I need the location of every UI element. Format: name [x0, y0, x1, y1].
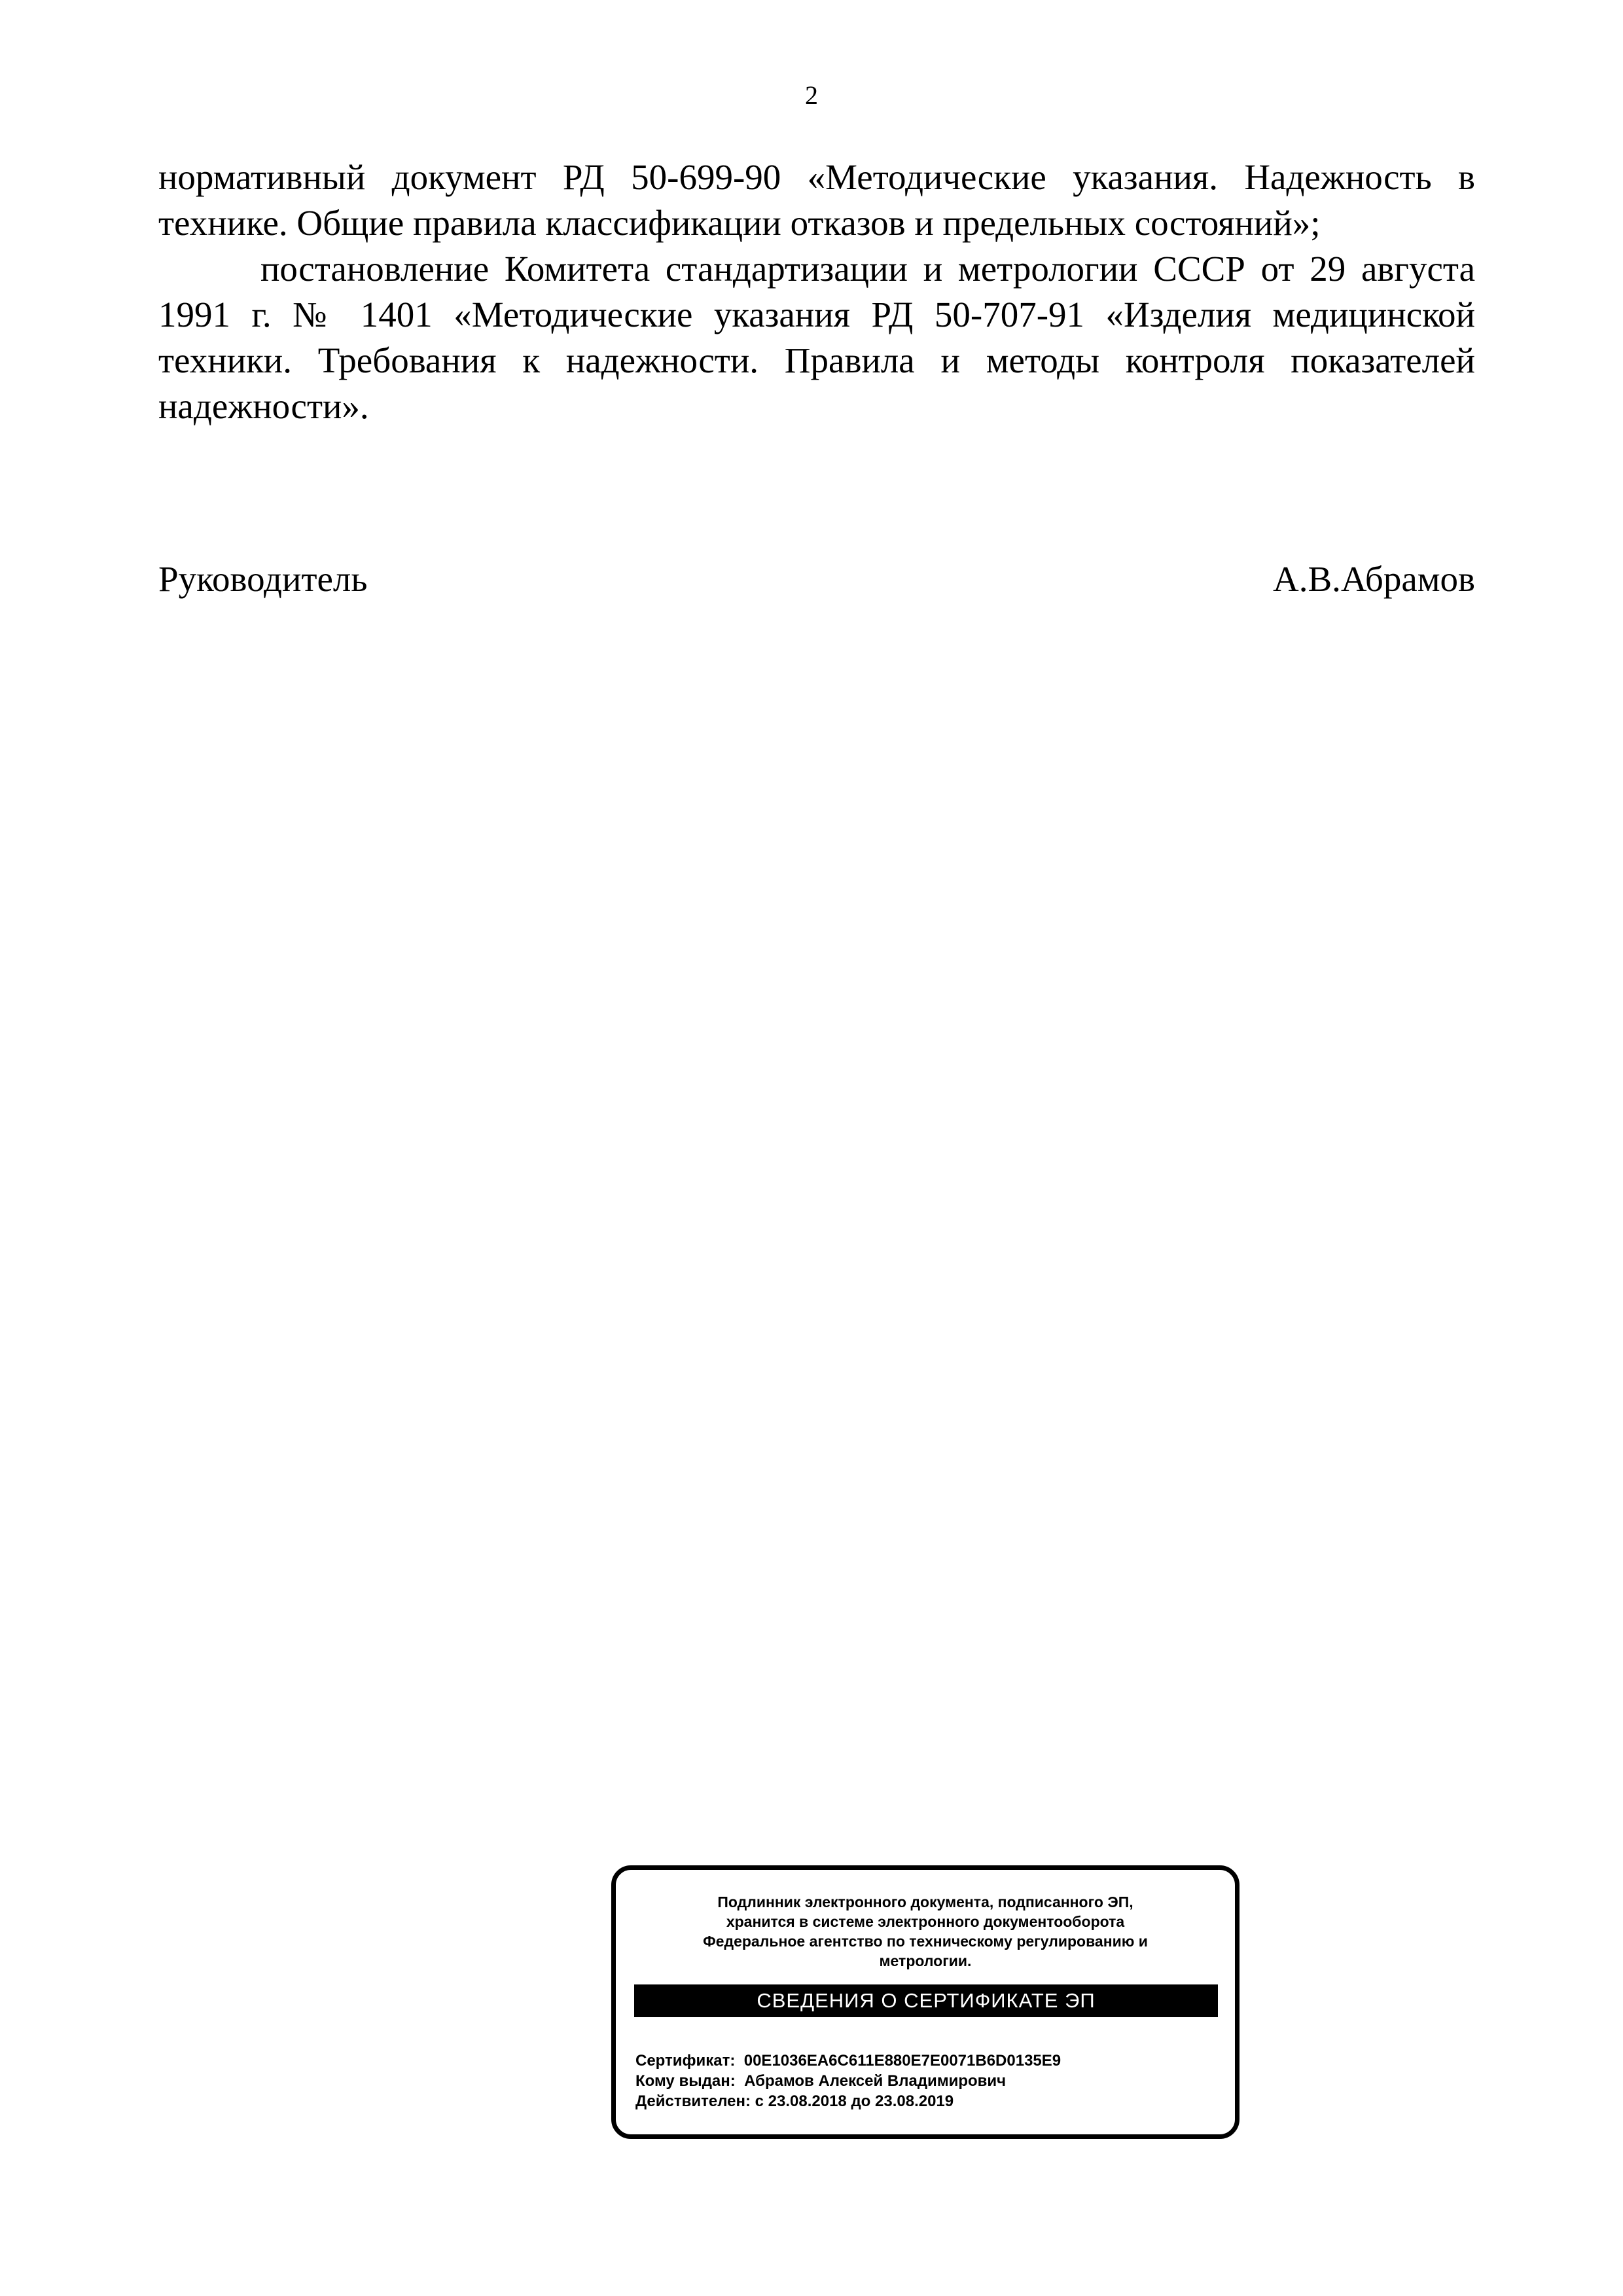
issued-to-label: Кому выдан: [635, 2072, 736, 2090]
signature-block [158, 556, 1475, 602]
issued-to-line [635, 2071, 1218, 2091]
document-body [158, 154, 1475, 429]
signatory-name: А.В.Абрамов [1273, 559, 1475, 599]
certificate-value: 00E1036EA6C611E880E7E0071B6D0135E9 [743, 2052, 1061, 2070]
stamp-banner: СВЕДЕНИЯ О СЕРТИФИКАТЕ ЭП [634, 1984, 1218, 2017]
certificate-label: Сертификат: [635, 2052, 736, 2070]
page-number: 2 [805, 81, 818, 110]
paragraph-rd-50-699-90: нормативный документ РД 50-699-90 «Методические указания. Надежность в технике. Общие правила классификации отказов и предельных состояний»; [158, 157, 1475, 243]
validity-label: Действителен: [635, 2092, 751, 2110]
signatory-title: Руководитель [158, 559, 368, 599]
validity-line [635, 2091, 1218, 2111]
certificate-number-line [635, 2051, 1218, 2071]
stamp-header-line: метрологии. [879, 1952, 972, 1969]
validity-value: с 23.08.2018 до 23.08.2019 [755, 2092, 954, 2110]
stamp-header-line: Федеральное агентство по техническому регулированию и [703, 1933, 1148, 1950]
stamp-header-line: хранится в системе электронного документооборота [726, 1913, 1125, 1930]
stamp-header [635, 1892, 1215, 1971]
stamp-header-line: Подлинник электронного документа, подписанного ЭП, [717, 1893, 1133, 1910]
stamp-details [635, 2051, 1218, 2111]
issued-to-value: Абрамов Алексей Владимирович [744, 2072, 1007, 2090]
paragraph-committee-resolution: постановление Комитета стандартизации и метрологии СССР от 29 августа 1991 г. № 1401 «Методические указания РД 50-707-91 «Изделия медицинской техники. Требования к надежности. Правила и методы контроля показателей надежности». [158, 249, 1475, 426]
electronic-signature-stamp [611, 1865, 1240, 2139]
